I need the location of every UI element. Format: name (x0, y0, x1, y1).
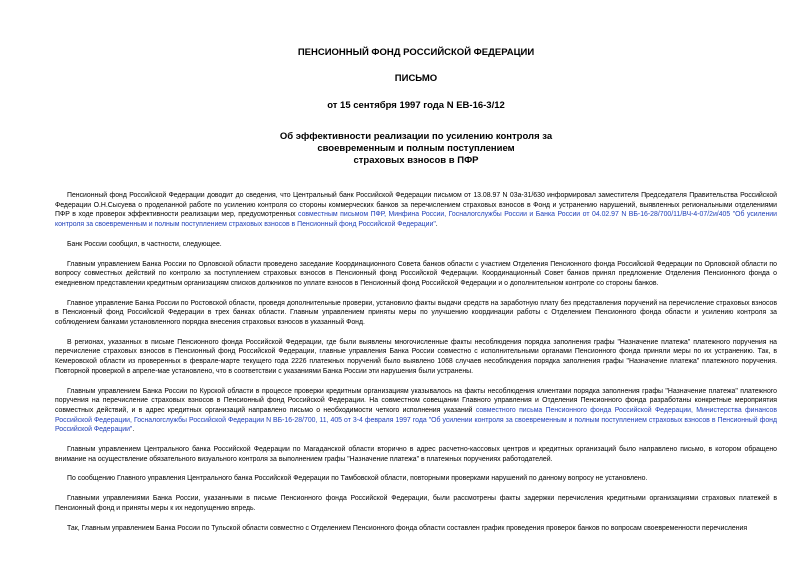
paragraph: Главным управлением Банка России по Орловской области проведено заседание Координационного Совета банков области с участием Отделения Пенсионного фонда Российской Федерации по Орловской области по вопросу совместных действий по контролю за поступлением страховых взносов в Пенсионный фонд Российской Федерации. Координационный Совет банков принял предложение Отделения Пенсионного фонда о ежедневном представлении кредитным организациям списков должников по уплате взносов в Пенсионный фонд Российской Федерации и о дополнительном контроле со стороны банков. (55, 260, 777, 287)
document-subject (55, 131, 777, 167)
paragraph: Главным управлением Центрального банка Российской Федерации по Магаданской области вторично в адрес расчетно-кассовых центров и кредитных организаций было направлено письмо, в котором обращено внимание на осуществление обязательного визуального контроля за выполнением графы "Назначение платежа" в платежных поручениях работодателей. (55, 446, 777, 463)
organization-title: ПЕНСИОННЫЙ ФОНД РОССИЙСКОЙ ФЕДЕРАЦИИ (297, 47, 535, 58)
paragraph: Банк России сообщил, в частности, следующее. (67, 240, 222, 248)
paragraph-text: Пенсионный фонд Российской Федерации доводит до сведения, что Центральный банк Российской Федерации письмом от 13.08.97 N 03а-31/630 информировал заместителя Председателя Правительства Российской Федерации О.Н.Сысуева о проделанной работе по усилению контроля со стороны коммерческих банков за перечислением страховых взносов в Фонд и устранению нарушений, выявленных региональными отделениями ПФР в ходе проверок эффективности реализации мер, предусмотренных (55, 192, 777, 219)
paragraph: По сообщению Главного управления Центрального банка Российской Федерации по Тамбовской области, повторными проверками нарушений по данному вопросу не установлено. (67, 475, 648, 483)
document-date: от 15 сентября 1997 года N ЕВ-16-3/12 (327, 100, 505, 111)
paragraph: Так, Главным управлением Банка России по Тульской области совместно с Отделением Пенсионного фонда области составлен график проведения проверок банков по вопросам своевременности перечисления (67, 524, 748, 532)
joint-letter-title-link[interactable]: "Об усилении контроля за своевременным и полным поступлением страховых взносов в Пенсионный фонд Российской Федерации" (55, 416, 777, 434)
subject-line: своевременным и полным поступлением (317, 143, 515, 154)
paragraph: Главными управлениями Банка России, указанными в письме Пенсионного фонда Российской Федерации, были рассмотрены факты задержки перечисления кредитными организациями страховых платежей в Пенсионный фонд и приняты меры к их недопущению впредь. (55, 495, 777, 512)
paragraph: Главное управление Банка России по Ростовской области, проведя дополнительные проверки, установило факты выдачи средств на заработную плату без представления поручений на перечисление страховых взносов в Пенсионный фонд Российской Федерации в трех банках области. Главным управлением приняты меры по улучшению координации работы с Отделением Пенсионного фонда области и усилению контроля за соблюдением банками установленного порядка внесения страховых взносов в указанный Фонд. (55, 299, 777, 327)
paragraph-text: . (132, 426, 135, 434)
subject-line: страховых взносов в ПФР (353, 155, 479, 166)
document-body (55, 191, 777, 533)
joint-letter-link-2[interactable]: совместного письма Пенсионного фонда Российской Федерации, Министерства финансов Российской Федерации, Госналогслужбы Российской Федерации N ВБ-16-28/700, 11, 405 от 3-4 февраля 1997 года (55, 406, 777, 424)
paragraph-text: Главным управлением Банка России по Курской области в процессе проверки кредитным организациям указывалось на факты несоблюдения клиентами порядка заполнения графы "Назначение платежа" платежного поручения на перечисление страховых взносов в Пенсионный фонд Российской Федерации. На совместном совещании Главного управления и Отделения Пенсионного фонда разработаны конкретные мероприятия совместных действий, и в адрес кредитных организаций направлено письмо о необходимости четкого исполнения указаний (55, 387, 777, 414)
joint-letter-link[interactable]: совместным письмом ПФР, Минфина России, Госналогслужбы России и Банка России от 04.02.97 N ВБ-16-28/700/11/ВЧ-4-07/2и/405 "Об усилении контроля за своевременным и полным поступлением страховых взносов в Пенсионный фонд Российской Федерации" (55, 211, 777, 229)
paragraph: В регионах, указанных в письме Пенсионного фонда Российской Федерации, где были выявлены многочисленные факты несоблюдения порядка заполнения графы "Назначение платежа" платежного поручения на перечисление страховых взносов в Пенсионный фонд Российской Федерации, главные управления Банка России совместно с исполнительными органами Пенсионного фонда приняли меры по их устранению. Так, в Кемеровской области из проверенных в феврале-марте текущего года 2226 платежных поручений было выявлено 1068 случаев несоблюдения порядка заполнения графы "Назначение платежа" платежного поручения. Повторной проверкой в апреле-мае установлено, что в соответствии с указаниями Банка России эти нарушения были устранены. (55, 338, 777, 375)
paragraph (55, 191, 777, 230)
paragraph (55, 387, 777, 436)
paragraph-text: . (435, 221, 438, 229)
subject-line: Об эффективности реализации по усилению контроля за (279, 131, 553, 142)
document-type: ПИСЬМО (394, 73, 438, 84)
